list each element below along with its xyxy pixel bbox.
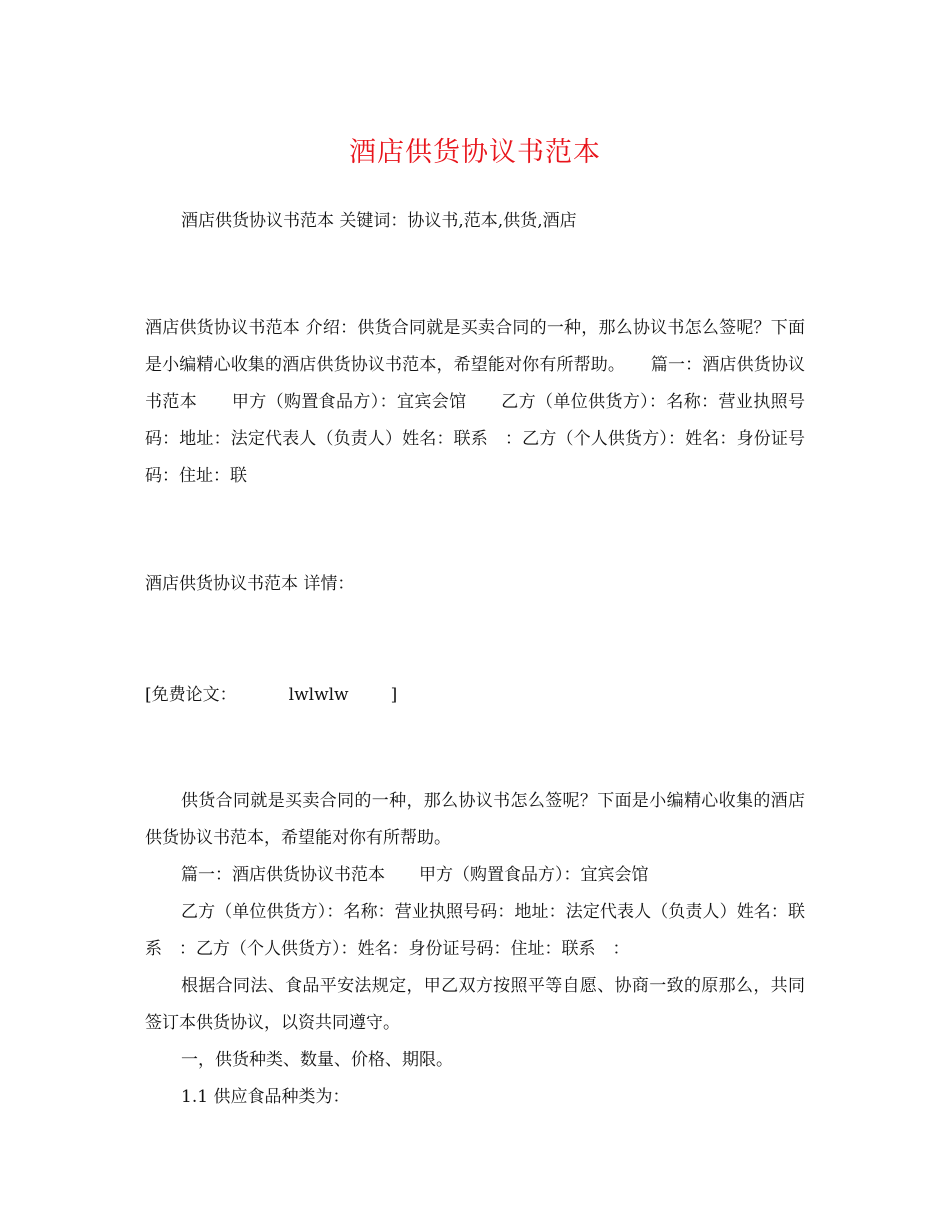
body-paragraph: 篇一：酒店供货协议书范本 甲方（购置食品方）：宜宾会馆 — [181, 865, 649, 885]
keywords-line: 酒店供货协议书范本 关键词：协议书,范本,供货,酒店 — [181, 211, 577, 231]
body-paragraph: 乙方（单位供货方）：名称：营业执照号码：地址：法定代表人（负责人）姓名：联系 ：乙方（个人供货方）：姓名：身份证号码：住址：联系 ： — [145, 902, 805, 959]
body-paragraph: 根据合同法、食品平安法规定，甲乙双方按照平等自愿、协商一致的原那么，共同签订本供货协议，以资共同遵守。 — [145, 976, 805, 1033]
free-thesis-open: [免费论文： — [145, 685, 237, 705]
body-paragraph: 一，供货种类、数量、价格、期限。 — [181, 1050, 453, 1070]
free-thesis-close: ] — [390, 685, 398, 705]
detail-label: 酒店供货协议书范本 详情： — [145, 574, 355, 594]
free-thesis-line — [145, 677, 805, 714]
document-title: 酒店供货协议书范本 — [349, 137, 601, 168]
body-paragraph: 供货合同就是买卖合同的一种，那么协议书怎么签呢？下面是小编精心收集的酒店供货协议书范本，希望能对你有所帮助。 — [145, 791, 805, 848]
body-paragraph: 1.1 供应食品种类为： — [181, 1087, 350, 1107]
free-thesis-site: lwlwlw — [288, 685, 349, 705]
intro-paragraph: 酒店供货协议书范本 介绍：供货合同就是买卖合同的一种，那么协议书怎么签呢？下面是小编精心收集的酒店供货协议书范本，希望能对你有所帮助。 篇一：酒店供货协议书范本 甲方（购置食品方）：宜宾会馆 乙方（单位供货方）：名称：营业执照号码：地址：法定代表人（负责人）姓名：联系 ：乙方（个人供货方）：姓名：身份证号码：住址：联 — [145, 318, 805, 486]
body-section — [145, 783, 805, 1116]
